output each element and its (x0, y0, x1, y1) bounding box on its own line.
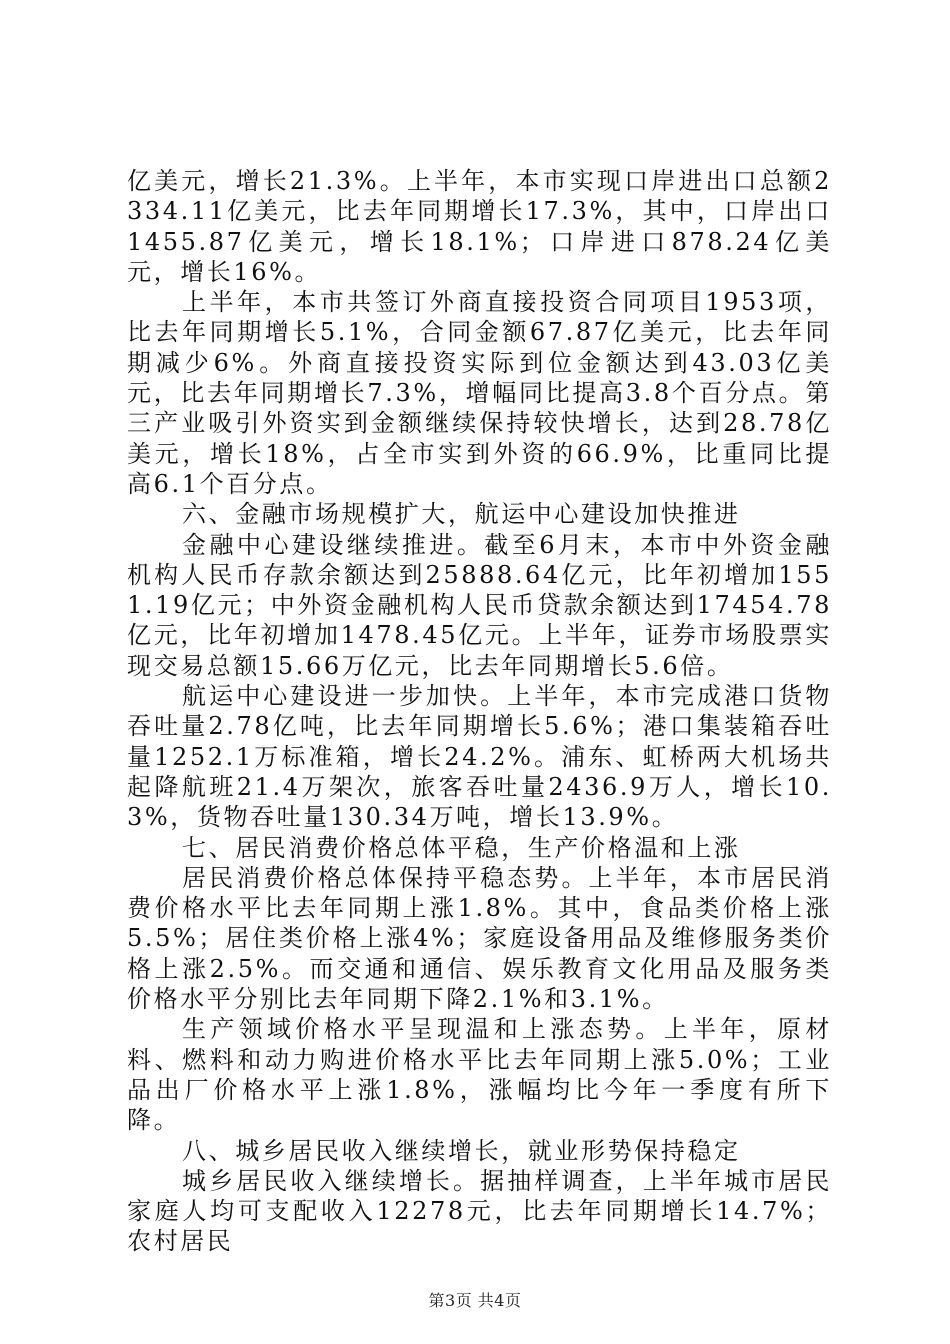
paragraph-trade-continued: 亿美元，增长21.3%。上半年，本市实现口岸进出口总额2334.11亿美元，比去年同期增长17.3%，其中，口岸出口1455.87亿美元，增长18.1%；口岸进口878.24亿美元，增长16%。 (127, 167, 832, 286)
paragraph-producer-prices: 生产领域价格水平呈现温和上涨态势。上半年，原材料、燃料和动力购进价格水平比去年同期上涨5.0%；工业品出厂价格水平上涨1.8%，涨幅均比今年一季度有所下降。 (127, 1015, 832, 1135)
section-heading-prices: 七、居民消费价格总体平稳，生产价格温和上涨 (182, 833, 741, 862)
paragraph-resident-income: 城乡居民收入继续增长。据抽样调查，上半年城市居民家庭人均可支配收入12278元，比去年同期增长14.7%；农村居民 (127, 1166, 832, 1256)
section-heading-income-employment: 八、城乡居民收入继续增长，就业形势保持稳定 (182, 1136, 741, 1165)
document-body (127, 166, 832, 1257)
paragraph-shipping-center: 航运中心建设进一步加快。上半年，本市完成港口货物吞吐量2.78亿吨，比去年同期增长5.6%；港口集装箱吞吐量1252.1万标准箱，增长24.2%。浦东、虹桥两大机场共起降航班21.4万架次，旅客吞吐量2436.9万人，增长10.3%，货物吞吐量130.34万吨，增长13.9%。 (127, 682, 832, 832)
section-heading-finance-shipping: 六、金融市场规模扩大，航运中心建设加快推进 (182, 500, 741, 529)
paragraph-financial-center: 金融中心建设继续推进。截至6月末，本市中外资金融机构人民币存款余额达到25888.64亿元，比年初增加1551.19亿元；中外资金融机构人民币贷款余额达到17454.78亿元，比年初增加1478.45亿元。上半年，证券市场股票实现交易总额15.66万亿元，比去年同期增长5.6倍。 (127, 530, 832, 680)
paragraph-consumer-prices: 居民消费价格总体保持平稳态势。上半年，本市居民消费价格水平比去年同期上涨1.8%。其中，食品类价格上涨5.5%；居住类价格上涨4%；家庭设备用品及维修服务类价格上涨2.5%。而交通和通信、娱乐教育文化用品及服务类价格水平分别比去年同期下降2.1%和3.1%。 (127, 863, 832, 1014)
paragraph-foreign-investment: 上半年，本市共签订外商直接投资合同项目1953项，比去年同期增长5.1%，合同金额67.87亿美元，比去年同期减少6%。外商直接投资实际到位金额达到43.03亿美元，比去年同期增长7.3%，增幅同比提高3.8个百分点。第三产业吸引外资实到金额继续保持较快增长，达到28.78亿美元，增长18%，占全市实到外资的66.9%，比重同比提高6.1个百分点。 (127, 288, 832, 498)
page-number-footer: 第3页 共4页 (428, 1291, 522, 1310)
